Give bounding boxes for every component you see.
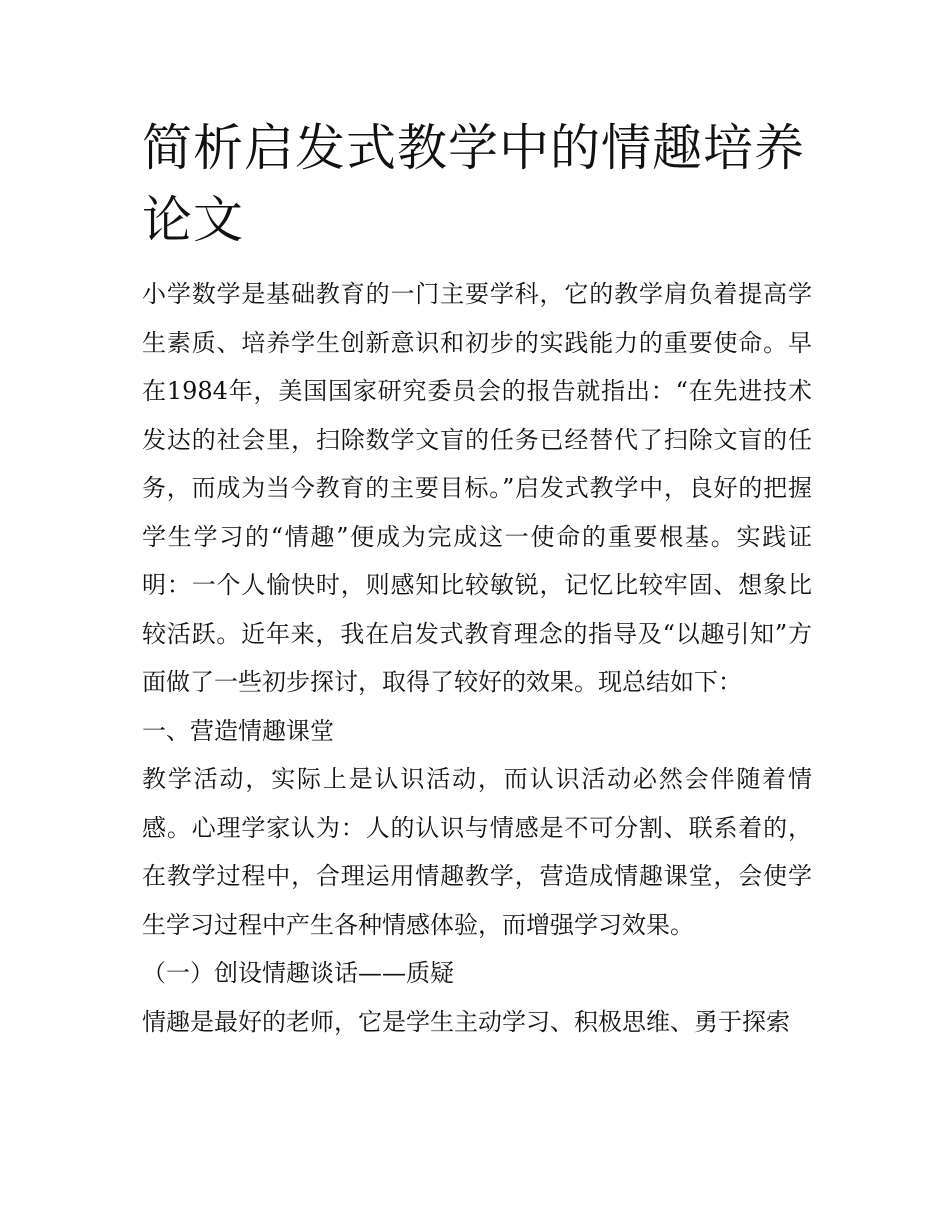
subsection-heading-1: （一）创设情趣谈话——质疑 xyxy=(142,959,454,987)
document-body xyxy=(142,112,812,1046)
section-1-paragraph: 教学活动，实际上是认识活动，而认识活动必然会伴随着情感。心理学家认为：人的认识与情感是不可分割、联系着的，在教学过程中，合理运用情趣教学，营造成情趣课堂，会使学生学习过程中产生各种情感体验，而增强学习效果。 xyxy=(142,765,812,939)
section-heading-1: 一、营造情趣课堂 xyxy=(142,716,334,745)
document-title: 简析启发式教学中的情趣培养论文 xyxy=(142,119,805,249)
intro-paragraph: 小学数学是基础教育的一门主要学科，它的教学肩负着提高学生素质、培养学生创新意识和初步的实践能力的重要使命。早在1984年，美国国家研究委员会的报告就指出：“在先进技术发达的社会里，扫除数学文盲的任务已经替代了扫除文盲的任务，而成为当今教育的主要目标。”启发式教学中，良好的把握学生学习的“情趣”便成为完成这一使命的重要根基。实践证明：一个人愉快时，则感知比较敏锐，记忆比较牢固、想象比较活跃。近年来，我在启发式教育理念的指导及“以趣引知”方面做了一些初步探讨，取得了较好的效果。现总结如下： xyxy=(142,280,812,696)
subsection-1-paragraph: 情趣是最好的老师，它是学生主动学习、积极思维、勇于探索 xyxy=(142,1007,790,1036)
